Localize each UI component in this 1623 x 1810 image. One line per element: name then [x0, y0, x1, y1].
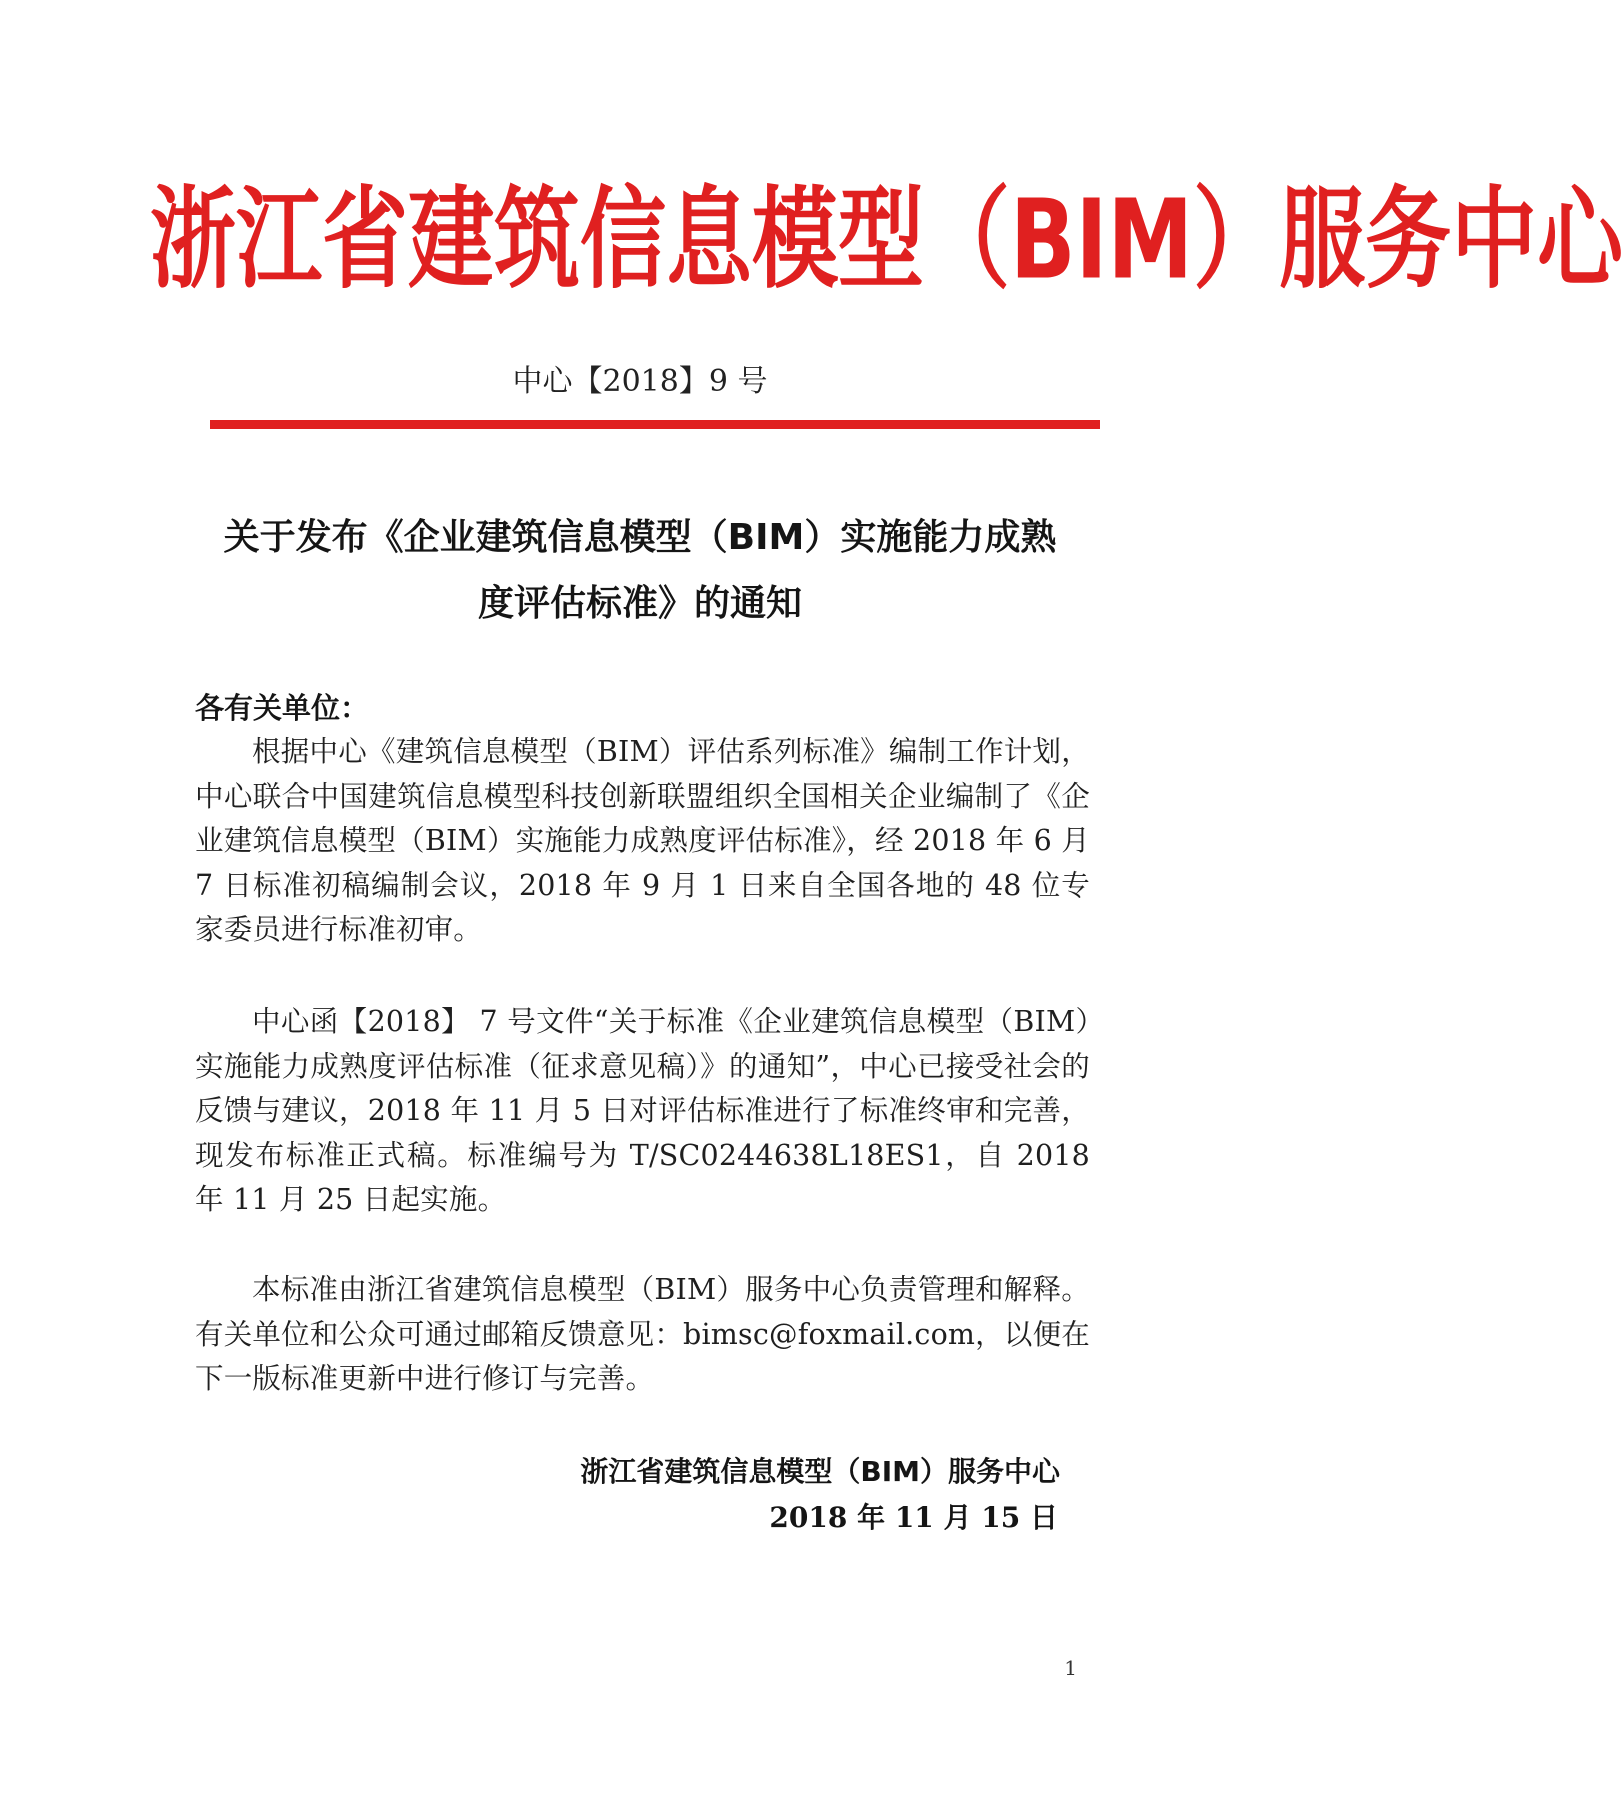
- page-number: 1: [1064, 1656, 1077, 1680]
- signature-organization: 浙江省建筑信息模型（BIM）服务中心: [580, 1455, 1060, 1488]
- body-paragraph-3: 本标准由浙江省建筑信息模型（BIM）服务中心负责管理和解释。有关单位和公众可通过邮箱反馈意见：bimsc@foxmail.com，以便在下一版标准更新中进行修订与完善。: [195, 1273, 1090, 1395]
- document-number: 中心【2018】9 号: [512, 364, 768, 399]
- masthead-title: 浙江省建筑信息模型（BIM）服务中心: [150, 176, 1623, 305]
- body-paragraph-2: 中心函【2018】 7 号文件“关于标准《企业建筑信息模型（BIM）实施能力成熟度评估标准（征求意见稿）》的通知”，中心已接受社会的反馈与建议，2018 年 11 月 5 日对评估标准进行了标准终审和完善，现发布标准正式稿。标准编号为 T/SC0244638L18ES1，自 2018 年 11 月 25 日起实施。: [195, 1005, 1090, 1216]
- notice-title-line-1: 关于发布《企业建筑信息模型（BIM）实施能力成熟: [223, 517, 1057, 558]
- notice-title-line-2: 度评估标准》的通知: [477, 583, 802, 624]
- notice-title: [190, 505, 1090, 637]
- signature-date: 2018 年 11 月 15 日: [769, 1501, 1058, 1534]
- salutation: 各有关单位：: [195, 691, 370, 725]
- body-paragraph-1: 根据中心《建筑信息模型（BIM）评估系列标准》编制工作计划，中心联合中国建筑信息模型科技创新联盟组织全国相关企业编制了《企业建筑信息模型（BIM）实施能力成熟度评估标准》，经 2018 年 6 月 7 日标准初稿编制会议，2018 年 9 月 1 日来自全国各地的 48 位专家委员进行标准初审。: [195, 735, 1090, 946]
- red-divider-line: [210, 420, 1100, 429]
